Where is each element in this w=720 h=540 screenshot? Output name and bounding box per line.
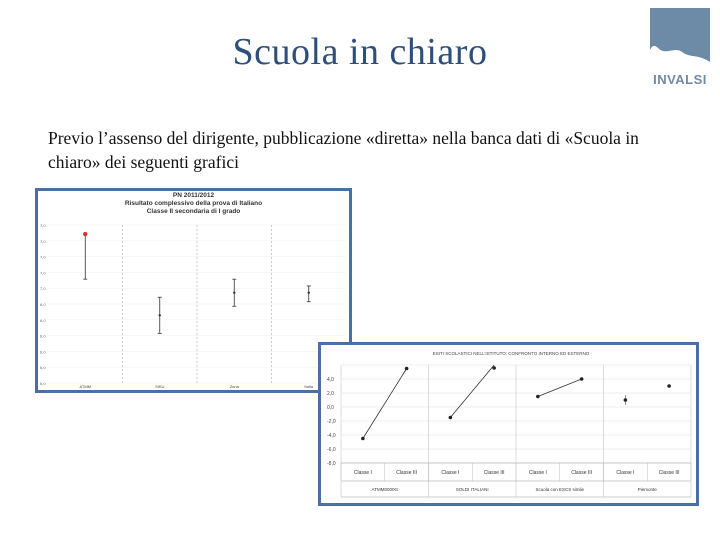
chart-esiti-scolastici [318, 342, 699, 506]
chart2-title: ESITI SCOLASTICI NELL'ISTITUTO: CONFRONTO INTERNO ED ESTERNO [432, 351, 590, 356]
data-point [492, 366, 496, 370]
chart1-plot [38, 191, 349, 390]
y-tick-label: 0,0 [327, 405, 334, 411]
x-tick-label: Classe I [528, 470, 547, 476]
y-tick-label: -4,0 [327, 433, 336, 439]
x-tick-label: Classe III [658, 470, 680, 476]
y-tick-label: 6,0 [40, 381, 46, 386]
logo-text: INVALSI [653, 72, 707, 87]
y-tick-label: 4,0 [327, 377, 334, 383]
y-tick-label: 6,0 [40, 365, 46, 371]
data-point [405, 367, 409, 371]
group-label: ATMM0000G [371, 487, 398, 492]
group-label: SOLDI ITALIANI [455, 487, 489, 492]
y-tick-label: 6,0 [40, 302, 46, 307]
y-tick-label: 7,0 [40, 238, 46, 244]
y-tick-label: 7,0 [40, 254, 46, 260]
chart1-title-line: Classe II secondaria di I grado [146, 208, 241, 215]
slide-title: Scuola in chiaro [232, 31, 488, 73]
data-point [536, 395, 540, 399]
y-tick-label: 7,0 [40, 286, 46, 292]
x-tick-label: Classe III [483, 470, 505, 476]
chart1-title-line: Risultato complessivo della prova di Italiano [124, 200, 263, 207]
chart1-title-line: PN 2011/2012 [172, 192, 215, 199]
x-tick-label: Classe I [441, 470, 460, 476]
data-point [624, 398, 628, 402]
body-paragraph: Previo l’assenso del dirigente, pubblicazione «diretta» nella banca dati di «Scuola in chiaro» dei seguenti grafici [48, 128, 639, 172]
y-tick-label: 6,0 [40, 349, 46, 355]
logo-shape [650, 8, 710, 62]
data-point [83, 232, 87, 236]
x-tick-label: Zona [229, 384, 239, 389]
data-point [361, 437, 365, 441]
invalsi-logo [646, 6, 714, 92]
y-tick-label: -2,0 [327, 419, 336, 425]
y-tick-label: -6,0 [327, 447, 336, 453]
chart-italiano-results [35, 188, 352, 393]
data-point [233, 292, 235, 294]
x-tick-label: Classe I [353, 470, 372, 476]
y-tick-label: -8,0 [327, 461, 336, 467]
x-tick-label: Classe III [571, 470, 593, 476]
y-tick-label: 2,0 [327, 391, 334, 397]
group-label: Piemonte [637, 487, 657, 492]
y-tick-label: 6,0 [40, 333, 46, 339]
y-tick-label: 6,0 [40, 317, 46, 323]
x-tick-label: ATMM [79, 384, 91, 389]
series-line [450, 365, 494, 418]
y-tick-label: 7,0 [40, 270, 46, 276]
x-tick-label: SIKU [155, 384, 165, 389]
series-line [538, 379, 582, 397]
x-tick-label: ItalIa [304, 384, 314, 389]
x-tick-label: Classe III [396, 470, 418, 476]
y-tick-label: 7,0 [40, 223, 46, 228]
chart2-plot [321, 345, 696, 503]
data-point [308, 292, 310, 294]
x-tick-label: Classe I [616, 470, 635, 476]
group-label: Scuola con ESCS simile [535, 487, 585, 492]
data-point [580, 377, 584, 381]
data-point [449, 416, 453, 420]
data-point [159, 314, 161, 316]
data-point [667, 384, 671, 388]
